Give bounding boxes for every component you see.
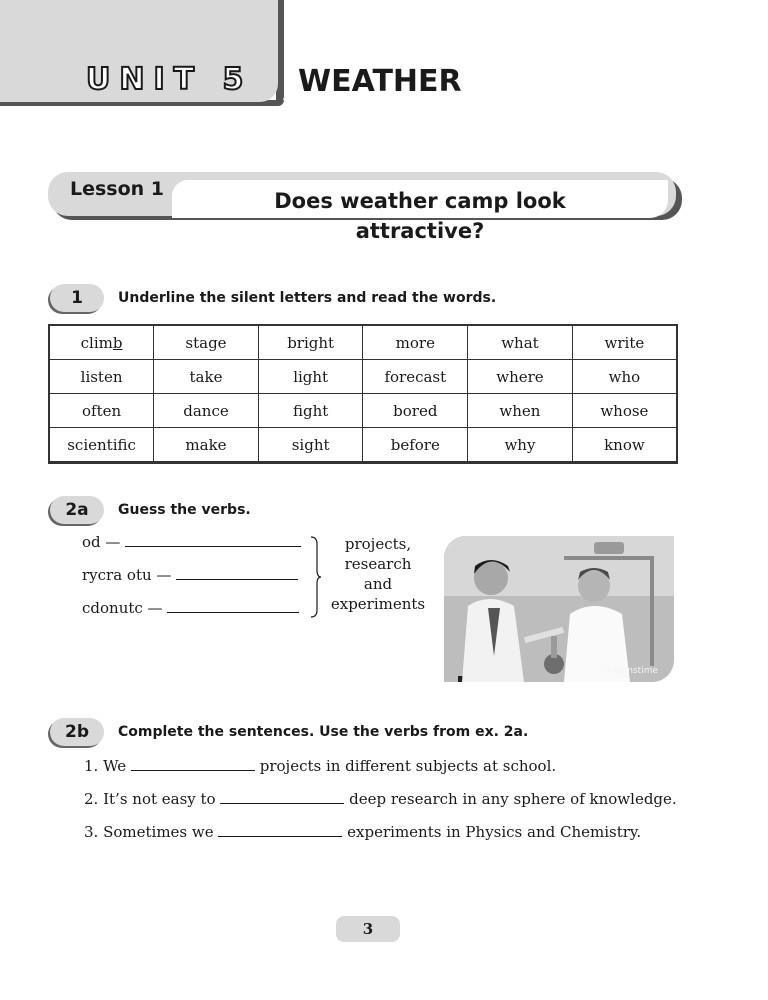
anagram-text: cdonutc — <box>82 599 163 617</box>
word-cell[interactable]: what <box>468 325 573 360</box>
photo-watermark: dreamstime <box>603 666 658 676</box>
brace-word: projects, <box>344 535 412 553</box>
sentence-1 <box>84 756 556 775</box>
word-cell[interactable]: when <box>468 394 573 428</box>
lesson-title-line2: attractive? <box>355 219 485 243</box>
anagram-line <box>82 532 301 551</box>
word-cell[interactable]: dance <box>154 394 259 428</box>
table-row <box>49 394 677 428</box>
answer-blank[interactable] <box>125 532 301 547</box>
word-cell[interactable]: fight <box>258 394 363 428</box>
unit-label: UNIT 5 <box>86 62 253 97</box>
word-cell[interactable]: listen <box>49 360 154 394</box>
answer-blank[interactable] <box>218 822 342 837</box>
silent-letters-table <box>48 324 678 464</box>
table-row <box>49 428 677 463</box>
answer-blank[interactable] <box>220 789 344 804</box>
anagram-text: rycra otu — <box>82 566 172 584</box>
table-row <box>49 360 677 394</box>
exercise-1-instruction: Underline the silent letters and read the words. <box>118 290 497 306</box>
sentence-end: experiments in Physics and Chemistry. <box>347 823 642 841</box>
exercise-1-number: 1 <box>50 284 104 312</box>
word-stem: clim <box>80 333 113 352</box>
word-cell[interactable]: sight <box>258 428 363 463</box>
sentence-number: 3. <box>84 823 99 841</box>
sentence-3 <box>84 822 641 841</box>
word-cell[interactable]: take <box>154 360 259 394</box>
anagram-line <box>82 598 299 617</box>
word-cell[interactable]: where <box>468 360 573 394</box>
word-cell[interactable]: before <box>363 428 468 463</box>
word-cell[interactable]: bright <box>258 325 363 360</box>
word-cell[interactable]: whose <box>572 394 677 428</box>
unit-title: WEATHER <box>298 64 462 99</box>
sentence-2 <box>84 789 677 808</box>
brace-word: and <box>363 575 393 593</box>
sentence-start: It’s not easy to <box>103 790 216 808</box>
word-cell[interactable]: forecast <box>363 360 468 394</box>
answer-blank[interactable] <box>176 565 298 580</box>
word-cell[interactable]: more <box>363 325 468 360</box>
word-cell[interactable] <box>49 325 154 360</box>
word-cell[interactable]: scientific <box>49 428 154 463</box>
exercise-2b-number: 2b <box>50 718 104 746</box>
lesson-title <box>172 186 668 246</box>
sentence-number: 1. <box>84 757 99 775</box>
anagram-line <box>82 565 298 584</box>
scientists-photo <box>444 536 674 682</box>
word-cell[interactable]: stage <box>154 325 259 360</box>
sentence-start: Sometimes we <box>103 823 214 841</box>
sentence-end: projects in different subjects at school. <box>259 757 557 775</box>
brace-word-list <box>322 534 434 614</box>
word-cell[interactable]: why <box>468 428 573 463</box>
answer-blank[interactable] <box>131 756 255 771</box>
table-row <box>49 325 677 360</box>
lesson-label: Lesson 1 <box>70 178 165 200</box>
word-cell[interactable]: who <box>572 360 677 394</box>
answer-blank[interactable] <box>167 598 299 613</box>
exercise-2a-number: 2a <box>50 496 104 524</box>
exercise-2a-instruction: Guess the verbs. <box>118 502 251 518</box>
sentence-number: 2. <box>84 790 99 808</box>
word-cell[interactable]: make <box>154 428 259 463</box>
word-cell[interactable]: write <box>572 325 677 360</box>
word-cell[interactable]: bored <box>363 394 468 428</box>
brace-word: experiments <box>330 595 426 613</box>
curly-brace <box>310 536 322 618</box>
brace-word: research <box>344 555 412 573</box>
word-cell[interactable]: know <box>572 428 677 463</box>
anagram-text: od — <box>82 533 121 551</box>
sentence-end: deep research in any sphere of knowledge. <box>349 790 677 808</box>
exercise-2b-instruction: Complete the sentences. Use the verbs from ex. 2a. <box>118 724 529 740</box>
scientists-illustration <box>444 536 674 682</box>
sentence-start: We <box>103 757 127 775</box>
word-cell[interactable]: light <box>258 360 363 394</box>
lesson-title-line1: Does weather camp look <box>274 189 566 213</box>
word-cell[interactable]: often <box>49 394 154 428</box>
page-number: 3 <box>336 916 400 942</box>
silent-letter-underlined: b <box>112 333 123 352</box>
